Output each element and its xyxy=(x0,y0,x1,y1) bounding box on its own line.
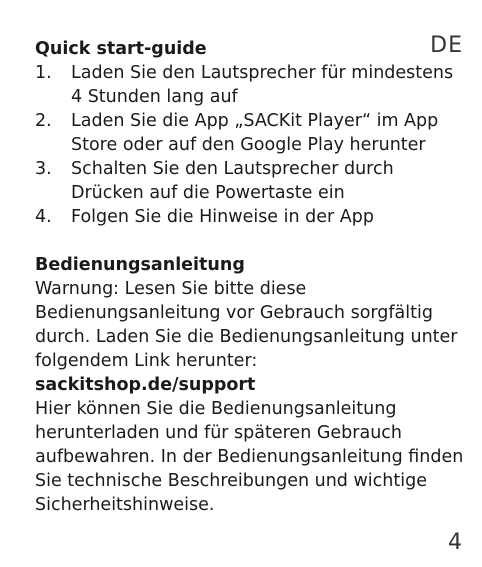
support-link[interactable]: sackitshop.de/support xyxy=(35,375,256,395)
manual-title: Bedienungsanleitung xyxy=(35,255,245,275)
step-text: Folgen Sie die Hinweise in der App xyxy=(71,207,374,227)
quick-start-steps xyxy=(35,61,465,229)
quick-start-title: Quick start-guide xyxy=(35,39,207,59)
step-text: Laden Sie die App „SACKit Player“ im App Store oder auf den Google Play herunter xyxy=(71,111,439,155)
step-number: 3. xyxy=(35,159,52,179)
step-item xyxy=(35,157,465,205)
manual-warning-text: Warnung: Lesen Sie bitte diese Bedienungsanleitung vor Gebrauch sorgfältig durch. Laden Sie die Bedienungsanleitung unter folgendem Link herunter: xyxy=(35,279,458,371)
language-code: DE xyxy=(430,33,463,58)
page-content xyxy=(35,37,465,517)
step-number: 4. xyxy=(35,207,52,227)
section-spacer xyxy=(35,229,465,253)
step-text: Laden Sie den Lautsprecher für mindestens 4 Stunden lang auf xyxy=(71,63,454,107)
page-number: 4 xyxy=(448,530,462,555)
step-item xyxy=(35,205,465,229)
step-item xyxy=(35,109,465,157)
step-number: 1. xyxy=(35,63,52,83)
step-text: Schalten Sie den Lautsprecher durch Drücken auf die Powertaste ein xyxy=(71,159,394,203)
manual-info-text: Hier können Sie die Bedienungsanleitung herunterladen und für späteren Gebrauch aufbewahren. In der Bedienungsanleitung finden Sie technische Beschreibungen und wichtige Sicherheitshinweise. xyxy=(35,399,464,515)
step-number: 2. xyxy=(35,111,52,131)
step-item xyxy=(35,61,465,109)
